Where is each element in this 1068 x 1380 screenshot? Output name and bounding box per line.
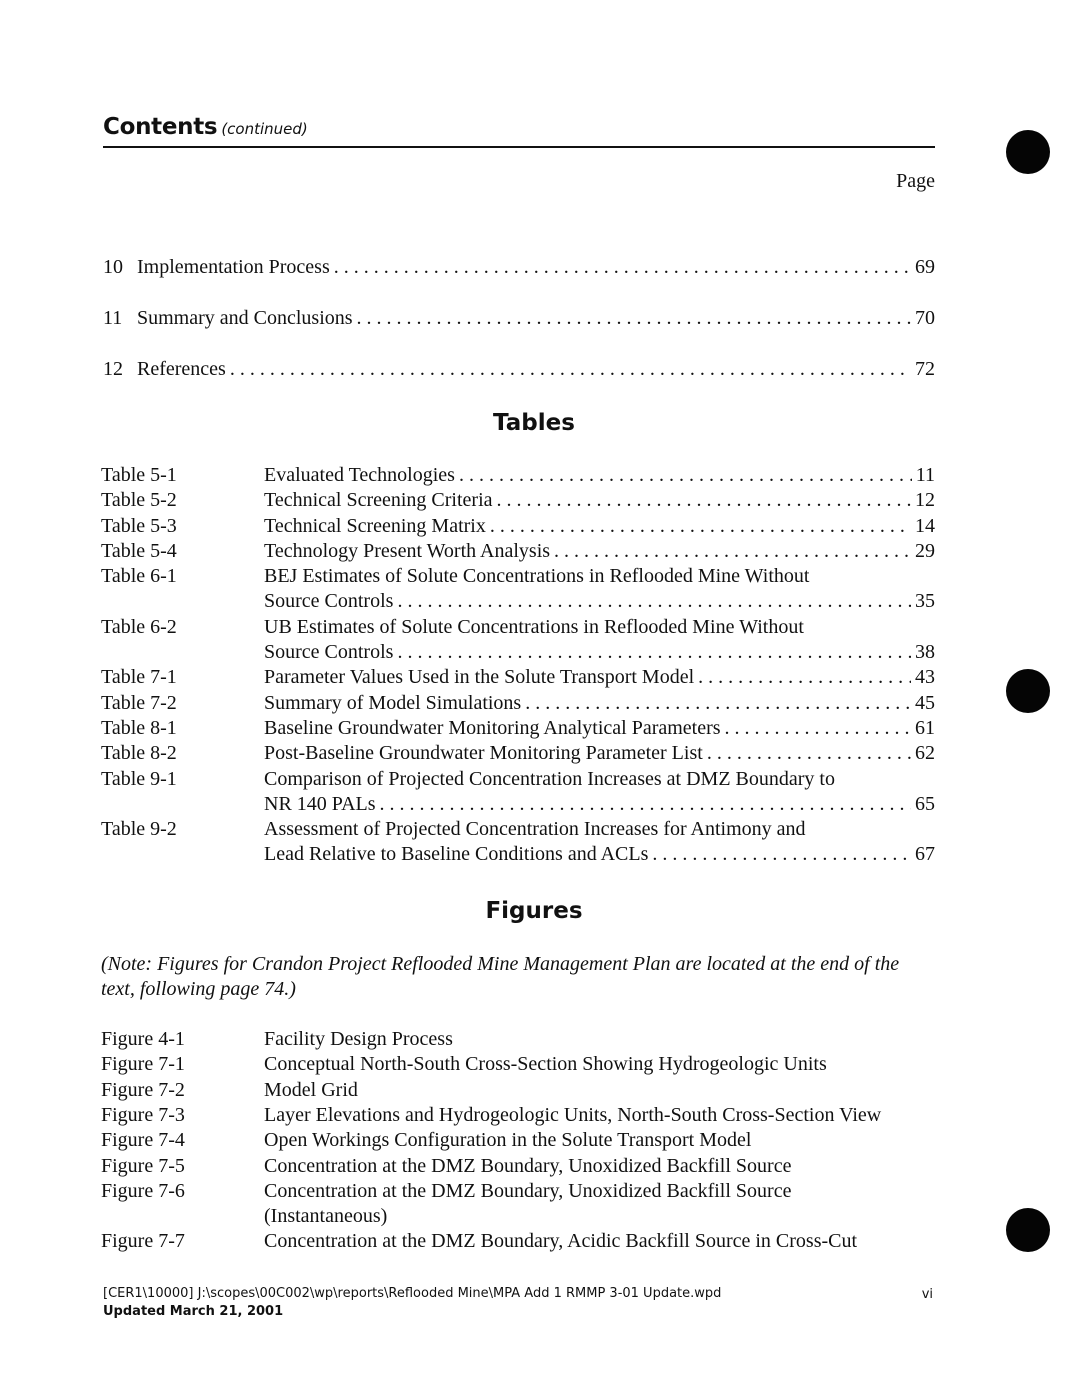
figure-entry-label: Figure 7-2: [101, 1078, 185, 1101]
figure-entry-body: [264, 1229, 935, 1254]
table-entry: [101, 767, 935, 818]
figure-entry-label: Figure 7-6: [101, 1179, 185, 1202]
page-column-label: Page: [896, 170, 935, 192]
figure-entry-line: [264, 1027, 935, 1052]
table-entry-label: Table 8-2: [101, 742, 177, 765]
table-entry-line: [264, 741, 935, 766]
leader-dots: [397, 589, 911, 614]
figure-entry-line: [264, 1154, 935, 1179]
leader-dots: [380, 792, 911, 817]
table-entry-title: Source Controls: [264, 590, 394, 613]
leader-dots: [652, 842, 911, 867]
table-entry-title: Parameter Values Used in the Solute Transport Model: [264, 666, 695, 689]
table-entry-title: Assessment of Projected Concentration Increases for Antimony and: [264, 818, 806, 841]
punch-hole-middle: [1006, 669, 1050, 713]
leader-dots: [725, 716, 911, 741]
figure-entry-body: [264, 1179, 935, 1230]
figure-entry-title: Concentration at the DMZ Boundary, Acidic Backfill Source in Cross-Cut: [264, 1230, 858, 1253]
table-entry-label: Table 7-1: [101, 666, 177, 689]
table-entry-body: [264, 463, 935, 488]
table-entry: [101, 488, 935, 513]
footer-file-path: [CER1\10000] J:\scopes\00C002\wp\reports\Reflooded Mine\MPA Add 1 RMMP 3-01 Update.wpd: [103, 1286, 722, 1301]
chapter-number: 12: [103, 358, 123, 380]
table-entry: [101, 817, 935, 868]
table-entry-label: Table 9-2: [101, 818, 177, 841]
table-entry-label: Table 5-2: [101, 489, 177, 512]
figure-entry-body: [264, 1027, 935, 1052]
table-entry-body: [264, 665, 935, 690]
table-entry-page: 62: [915, 742, 935, 765]
table-entry-page: 43: [915, 666, 935, 689]
figure-entry-line: [264, 1103, 935, 1128]
figure-entry-line: [264, 1229, 935, 1254]
leader-dots: [497, 488, 912, 513]
table-entry-line: [264, 539, 935, 564]
leader-dots: [707, 741, 911, 766]
table-entry-body: [264, 767, 935, 818]
table-entry-title: Technical Screening Criteria: [264, 489, 493, 512]
leader-dots: [397, 640, 911, 665]
footer-updated-date: Updated March 21, 2001: [103, 1304, 284, 1319]
chapter-page: 72: [915, 358, 935, 380]
table-entry-page: 45: [915, 691, 935, 714]
table-entry-line: [264, 514, 935, 539]
table-entry-title: UB Estimates of Solute Concentrations in Reflooded Mine Without: [264, 615, 804, 638]
table-entry-title: Comparison of Projected Concentration Increases at DMZ Boundary to: [264, 767, 835, 790]
table-entry-label: Table 8-1: [101, 717, 177, 739]
table-entry: [101, 514, 935, 539]
table-entry: [101, 665, 935, 690]
table-entry-title: Baseline Groundwater Monitoring Analytical Parameters: [264, 717, 721, 739]
table-entry-line: [264, 767, 935, 792]
table-entry-line: [264, 615, 935, 640]
table-entry-label: Table 6-1: [101, 565, 177, 588]
figure-entry: [101, 1027, 935, 1052]
table-entry-title: Post-Baseline Groundwater Monitoring Parameter List: [264, 742, 703, 765]
figure-entry-line: [264, 1052, 935, 1077]
punch-hole-top: [1006, 130, 1050, 174]
figure-entry-label: Figure 4-1: [101, 1028, 185, 1050]
chapter-page: 70: [915, 307, 935, 329]
figure-entry-line: [264, 1078, 935, 1103]
chapter-title: Summary and Conclusions: [137, 307, 353, 329]
table-entry-body: [264, 716, 935, 741]
figure-entry: [101, 1229, 935, 1254]
table-entry-body: [264, 488, 935, 513]
table-entry-page: 11: [915, 464, 935, 486]
figure-entry-body: [264, 1154, 935, 1179]
table-entry-body: [264, 741, 935, 766]
leader-dots: [698, 665, 911, 690]
table-entry-body: [264, 691, 935, 716]
table-entry-title: Source Controls: [264, 641, 394, 664]
table-entry: [101, 564, 935, 615]
leader-dots: [230, 358, 911, 381]
table-entry: [101, 615, 935, 666]
chapter-title: Implementation Process: [137, 256, 330, 278]
figures-heading: Figures: [485, 898, 583, 924]
figure-entry: [101, 1154, 935, 1179]
figure-entry-body: [264, 1078, 935, 1103]
leader-dots: [459, 463, 912, 488]
chapter-row: [103, 256, 935, 282]
table-entry-label: Table 5-3: [101, 514, 177, 537]
table-entry-label: Table 5-1: [101, 464, 177, 486]
table-entry: [101, 691, 935, 716]
table-entry-title: Evaluated Technologies: [264, 464, 455, 486]
table-entry-page: 65: [915, 792, 935, 815]
leader-dots: [554, 539, 911, 564]
figure-entry-title: Layer Elevations and Hydrogeologic Units, North-South Cross-Section View: [264, 1103, 882, 1126]
table-entry-line: [264, 817, 935, 842]
table-entry-line: [264, 564, 935, 589]
figure-entry-line: [264, 1179, 935, 1204]
figure-entry-line: [264, 1128, 935, 1153]
table-entry-title: Lead Relative to Baseline Conditions and ACLs: [264, 843, 649, 866]
table-entry-title: Technical Screening Matrix: [264, 514, 486, 537]
chapter-number: 11: [103, 307, 123, 329]
table-entry-label: Table 9-1: [101, 767, 177, 790]
figure-entry-body: [264, 1128, 935, 1153]
table-entry-title: NR 140 PALs: [264, 792, 376, 815]
tables-heading: Tables: [493, 410, 575, 436]
chapter-number: 10: [103, 256, 123, 278]
figure-entry: [101, 1179, 935, 1230]
table-entry-label: Table 6-2: [101, 615, 177, 638]
figures-note: (Note: Figures for Crandon Project Reflooded Mine Management Plan are located at the end of the text, following page 74.): [101, 953, 900, 1000]
chapter-row: [103, 307, 935, 333]
table-entry-page: 38: [915, 641, 935, 664]
figure-entry-label: Figure 7-1: [101, 1053, 185, 1076]
table-entry: [101, 539, 935, 564]
footer-page-number: vi: [921, 1287, 933, 1302]
figure-entry-title: Model Grid: [264, 1078, 358, 1101]
figure-entry: [101, 1128, 935, 1153]
figure-entry-title: Open Workings Configuration in the Solute Transport Model: [264, 1129, 752, 1152]
table-entry: [101, 463, 935, 488]
table-entry-page: 61: [915, 717, 935, 739]
leader-dots: [357, 307, 911, 330]
table-entry-page: 35: [915, 590, 935, 613]
table-entry-line: [264, 640, 935, 665]
figure-entry-label: Figure 7-7: [101, 1230, 185, 1253]
figure-entry-title: Concentration at the DMZ Boundary, Unoxidized Backfill Source: [264, 1154, 792, 1177]
table-entry-body: [264, 817, 935, 868]
figure-entry-title: (Instantaneous): [264, 1205, 388, 1228]
table-entry-label: Table 5-4: [101, 539, 177, 562]
table-entry-page: 12: [915, 489, 935, 512]
leader-dots: [525, 691, 911, 716]
table-entry-title: Summary of Model Simulations: [264, 691, 522, 714]
table-entry-line: [264, 665, 935, 690]
table-entry-line: [264, 691, 935, 716]
table-entry-body: [264, 564, 935, 615]
contents-header: [103, 114, 935, 148]
table-entry-title: Technology Present Worth Analysis: [264, 539, 551, 562]
leader-dots: [490, 514, 911, 539]
table-entry-body: [264, 615, 935, 666]
table-entry: [101, 716, 935, 741]
table-entry-line: [264, 842, 935, 867]
page-title: Contents: [103, 114, 218, 140]
table-entry-label: Table 7-2: [101, 691, 177, 714]
figure-entry: [101, 1078, 935, 1103]
continued-label: (continued): [221, 120, 308, 138]
table-entry-page: 67: [915, 843, 935, 866]
chapter-title: References: [137, 358, 226, 380]
figure-entry-title: Conceptual North-South Cross-Section Showing Hydrogeologic Units: [264, 1053, 827, 1076]
table-entry-line: [264, 463, 935, 488]
chapter-row: [103, 358, 935, 384]
table-entry-page: 29: [915, 539, 935, 562]
figure-entry-title: Facility Design Process: [264, 1028, 453, 1050]
figure-entry-line: [264, 1204, 935, 1229]
figure-entry-label: Figure 7-5: [101, 1154, 185, 1177]
table-entry-body: [264, 539, 935, 564]
figure-entry-body: [264, 1103, 935, 1128]
chapter-page: 69: [915, 256, 935, 278]
figure-entry: [101, 1103, 935, 1128]
figure-entry-title: Concentration at the DMZ Boundary, Unoxidized Backfill Source: [264, 1179, 792, 1202]
table-entry-body: [264, 514, 935, 539]
leader-dots: [334, 256, 911, 279]
table-entry-line: [264, 792, 935, 817]
punch-hole-bottom: [1006, 1208, 1050, 1252]
table-entry-line: [264, 488, 935, 513]
table-entry-line: [264, 589, 935, 614]
table-entry-page: 14: [915, 514, 935, 537]
figure-entry: [101, 1052, 935, 1077]
figure-entry-label: Figure 7-4: [101, 1129, 185, 1152]
table-entry-line: [264, 716, 935, 741]
table-entry: [101, 741, 935, 766]
figure-entry-label: Figure 7-3: [101, 1103, 185, 1126]
table-entry-title: BEJ Estimates of Solute Concentrations in Reflooded Mine Without: [264, 565, 810, 588]
figure-entry-body: [264, 1052, 935, 1077]
